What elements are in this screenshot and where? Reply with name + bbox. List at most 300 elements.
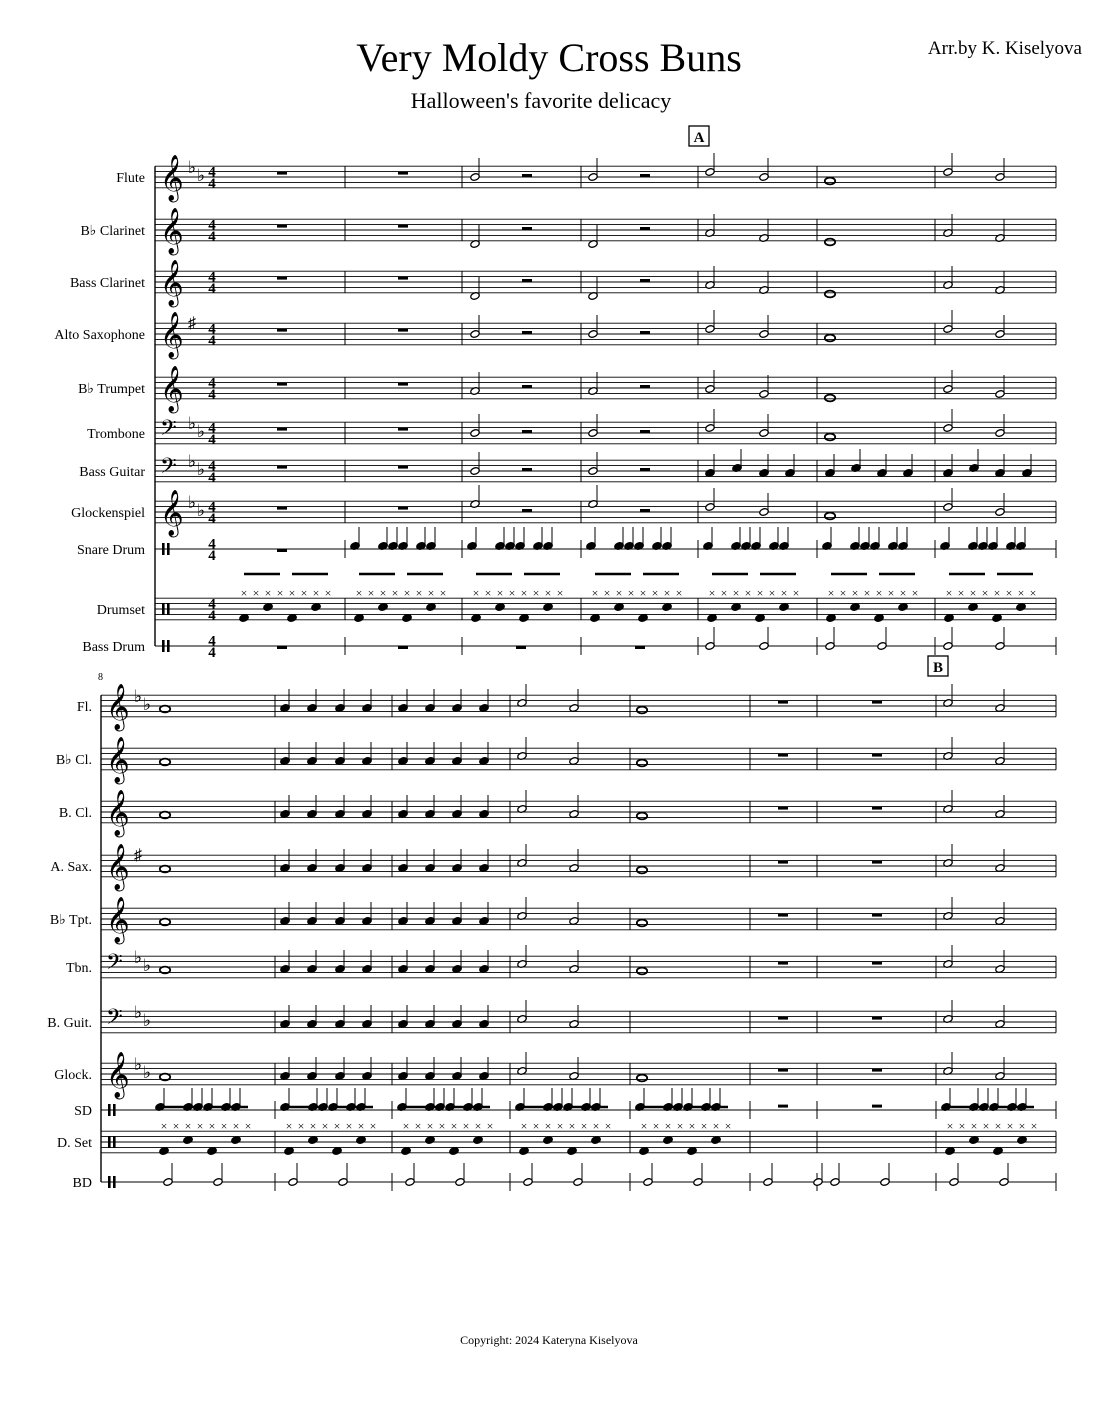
hihat-note-icon: × (484, 586, 492, 600)
time-signature-bottom: 4 (208, 333, 216, 349)
percussion-clef-icon (167, 603, 170, 615)
hihat-note-icon: × (970, 1119, 978, 1133)
quarter-note (945, 1147, 955, 1156)
hihat-note-icon: × (780, 586, 788, 600)
hihat-note-icon: × (544, 1119, 552, 1133)
flat-sign-icon: ♭ (188, 414, 197, 433)
quarter-note (687, 1147, 697, 1156)
instrument-label-10: Bass Drum (82, 640, 145, 655)
hihat-note-icon: × (946, 1119, 954, 1133)
whole-note (637, 968, 647, 975)
instrument-label-2: Bass Clarinet (69, 276, 145, 291)
percussion-clef-icon (113, 1176, 116, 1188)
time-signature-bottom: 4 (208, 176, 216, 192)
hihat-note-icon: × (1017, 586, 1025, 600)
hihat-note-icon: × (708, 586, 716, 600)
flat-sign-icon: ♭ (134, 948, 143, 967)
whole-rest-icon (398, 172, 408, 175)
hihat-note-icon: × (333, 1119, 341, 1133)
hihat-note-icon: × (627, 586, 635, 600)
flat-sign-icon: ♭ (143, 1011, 152, 1030)
hihat-note-icon: × (369, 1119, 377, 1133)
hihat-note-icon: × (300, 586, 308, 600)
flat-sign-icon: ♭ (143, 695, 152, 714)
treble-clef-icon: 𝄞 (106, 897, 130, 942)
rehearsal-label: A (693, 130, 705, 146)
copyright-notice: Copyright: 2024 Kateryna Kiselyova (460, 1333, 638, 1347)
whole-note (825, 178, 835, 185)
hihat-note-icon: × (675, 586, 683, 600)
quarter-note (449, 1147, 459, 1156)
hihat-note-icon: × (958, 1119, 966, 1133)
treble-clef-icon: 𝄞 (160, 312, 184, 357)
hihat-note-icon: × (969, 586, 977, 600)
score-subtitle: Halloween's favorite delicacy (410, 88, 672, 113)
hihat-note-icon: × (851, 586, 859, 600)
whole-rest-icon (398, 225, 408, 228)
instrument-label-10: BD (72, 1176, 92, 1191)
quarter-note (332, 1147, 342, 1156)
hihat-note-icon: × (1030, 1119, 1038, 1133)
percussion-clef-icon (162, 640, 165, 652)
quarter-note (826, 614, 836, 623)
quarter-note (992, 614, 1002, 623)
quarter-note (159, 1147, 169, 1156)
treble-clef-icon: 𝄞 (106, 790, 130, 835)
quarter-note (639, 1147, 649, 1156)
hihat-note-icon: × (556, 1119, 564, 1133)
whole-note (637, 920, 647, 927)
hihat-note-icon: × (345, 1119, 353, 1133)
hihat-note-icon: × (240, 586, 248, 600)
hihat-note-icon: × (324, 586, 332, 600)
hihat-note-icon: × (520, 586, 528, 600)
time-signature-top: 4 (208, 420, 216, 437)
half-rest-icon (522, 331, 532, 334)
treble-clef-icon: 𝄞 (106, 1052, 130, 1097)
time-signature-bottom: 4 (208, 548, 216, 564)
instrument-label-8: Snare Drum (76, 543, 145, 558)
time-signature-top: 4 (208, 458, 216, 475)
half-rest-icon (640, 468, 650, 471)
instrument-label-5: Trombone (87, 427, 145, 442)
treble-clef-icon: 𝄞 (160, 208, 184, 253)
time-signature-top: 4 (208, 536, 216, 553)
whole-rest-icon (398, 466, 408, 469)
whole-rest-icon (277, 428, 287, 431)
hihat-note-icon: × (640, 1119, 648, 1133)
time-signature-bottom: 4 (208, 387, 216, 403)
percussion-clef-icon (162, 543, 165, 555)
hihat-note-icon: × (993, 586, 1001, 600)
half-rest-icon (522, 227, 532, 230)
time-signature-top: 4 (208, 375, 216, 392)
treble-clef-icon: 𝄞 (160, 155, 184, 200)
instrument-label-3: A. Sax. (50, 860, 92, 875)
hihat-note-icon: × (875, 586, 883, 600)
flat-sign-icon: ♭ (134, 687, 143, 706)
hihat-note-icon: × (592, 1119, 600, 1133)
whole-rest-icon (872, 754, 882, 757)
hihat-note-icon: × (663, 586, 671, 600)
hihat-note-icon: × (1018, 1119, 1026, 1133)
hihat-note-icon: × (379, 586, 387, 600)
hihat-note-icon: × (863, 586, 871, 600)
hihat-note-icon: × (520, 1119, 528, 1133)
system-1 (54, 126, 1056, 661)
whole-rest-icon (778, 1105, 788, 1108)
flat-sign-icon: ♭ (188, 493, 197, 512)
percussion-clef-icon (113, 1136, 116, 1148)
percussion-clef-icon (162, 603, 165, 615)
flat-sign-icon: ♭ (143, 1063, 152, 1082)
half-rest-icon (640, 509, 650, 512)
hihat-note-icon: × (297, 1119, 305, 1133)
quarter-note (519, 1147, 529, 1156)
sharp-sign-icon: ♯ (134, 847, 142, 864)
flat-sign-icon: ♭ (188, 158, 197, 177)
hihat-note-icon: × (792, 586, 800, 600)
instrument-label-0: Flute (116, 171, 145, 186)
half-rest-icon (522, 174, 532, 177)
whole-rest-icon (872, 1069, 882, 1072)
flat-sign-icon: ♭ (134, 1003, 143, 1022)
time-signature-top: 4 (208, 217, 216, 234)
hihat-note-icon: × (160, 1119, 168, 1133)
time-signature-bottom: 4 (208, 511, 216, 527)
quarter-note (993, 1147, 1003, 1156)
whole-rest-icon (398, 428, 408, 431)
whole-rest-icon (398, 329, 408, 332)
whole-rest-icon (872, 962, 882, 965)
whole-rest-icon (778, 1069, 788, 1072)
quarter-note (401, 1147, 411, 1156)
hihat-note-icon: × (391, 586, 399, 600)
quarter-note (944, 614, 954, 623)
time-signature-bottom: 4 (208, 229, 216, 245)
whole-rest-icon (778, 861, 788, 864)
hihat-note-icon: × (367, 586, 375, 600)
hihat-note-icon: × (426, 1119, 434, 1133)
instrument-label-8: SD (74, 1104, 92, 1119)
hihat-note-icon: × (427, 586, 435, 600)
bass-clef-icon: 𝄢 (106, 950, 123, 979)
quarter-note (471, 614, 481, 623)
rehearsal-mark-a (689, 126, 709, 146)
hihat-note-icon: × (982, 1119, 990, 1133)
half-rest-icon (640, 430, 650, 433)
half-rest-icon (640, 331, 650, 334)
percussion-clef-icon (167, 543, 170, 555)
half-rest-icon (522, 509, 532, 512)
hihat-note-icon: × (732, 586, 740, 600)
hihat-note-icon: × (604, 1119, 612, 1133)
instrument-label-4: B♭ Trumpet (78, 382, 145, 397)
instrument-label-6: Bass Guitar (79, 465, 145, 480)
whole-rest-icon (872, 914, 882, 917)
quarter-note (590, 614, 600, 623)
rehearsal-mark-b (928, 656, 948, 676)
score-title: Very Moldy Cross Buns (356, 35, 742, 80)
time-signature-bottom: 4 (208, 281, 216, 297)
hihat-note-icon: × (1006, 1119, 1014, 1133)
hihat-note-icon: × (652, 1119, 660, 1133)
hihat-note-icon: × (508, 586, 516, 600)
whole-rest-icon (398, 507, 408, 510)
whole-rest-icon (872, 807, 882, 810)
hihat-note-icon: × (208, 1119, 216, 1133)
whole-rest-icon (277, 329, 287, 332)
treble-clef-icon: 𝄞 (160, 490, 184, 535)
whole-note (637, 707, 647, 714)
quarter-note (207, 1147, 217, 1156)
hihat-note-icon: × (196, 1119, 204, 1133)
quarter-note (519, 614, 529, 623)
half-rest-icon (522, 430, 532, 433)
whole-rest-icon (778, 914, 788, 917)
instrument-label-1: B♭ Clarinet (80, 224, 145, 239)
hihat-note-icon: × (688, 1119, 696, 1133)
hihat-note-icon: × (414, 1119, 422, 1133)
time-signature-top: 4 (208, 164, 216, 181)
flat-sign-icon: ♭ (188, 452, 197, 471)
whole-rest-icon (516, 646, 526, 649)
whole-rest-icon (778, 1017, 788, 1020)
whole-note (637, 813, 647, 820)
quarter-note (284, 1147, 294, 1156)
hihat-note-icon: × (664, 1119, 672, 1133)
whole-rest-icon (277, 383, 287, 386)
instrument-label-2: B. Cl. (58, 806, 92, 821)
whole-rest-icon (635, 646, 645, 649)
half-rest-icon (640, 227, 650, 230)
quarter-note (354, 614, 364, 623)
hihat-note-icon: × (724, 1119, 732, 1133)
time-signature-bottom: 4 (208, 645, 216, 661)
whole-rest-icon (778, 962, 788, 965)
time-signature-bottom: 4 (208, 470, 216, 486)
treble-clef-icon: 𝄞 (160, 260, 184, 305)
bass-clef-icon: 𝄢 (160, 416, 177, 445)
half-rest-icon (522, 385, 532, 388)
hihat-note-icon: × (220, 1119, 228, 1133)
instrument-label-3: Alto Saxophone (54, 328, 145, 343)
instrument-label-9: D. Set (57, 1136, 92, 1151)
instrument-label-4: B♭ Tpt. (49, 913, 92, 928)
whole-rest-icon (778, 701, 788, 704)
time-signature-top: 4 (208, 321, 216, 338)
hihat-note-icon: × (321, 1119, 329, 1133)
time-signature-top: 4 (208, 596, 216, 613)
whole-rest-icon (277, 466, 287, 469)
hihat-note-icon: × (244, 1119, 252, 1133)
hihat-note-icon: × (285, 1119, 293, 1133)
hihat-note-icon: × (438, 1119, 446, 1133)
time-signature-top: 4 (208, 633, 216, 650)
hihat-note-icon: × (532, 586, 540, 600)
treble-clef-icon: 𝄞 (160, 366, 184, 411)
hihat-note-icon: × (474, 1119, 482, 1133)
flat-sign-icon: ♭ (134, 1055, 143, 1074)
percussion-clef-icon (167, 640, 170, 652)
arranger-credit: Arr.by K. Kiselyova (927, 38, 1082, 59)
hihat-note-icon: × (1029, 586, 1037, 600)
whole-rest-icon (277, 225, 287, 228)
hihat-note-icon: × (568, 1119, 576, 1133)
hihat-note-icon: × (439, 586, 447, 600)
whole-rest-icon (872, 1105, 882, 1108)
hihat-note-icon: × (415, 586, 423, 600)
quarter-note (755, 614, 765, 623)
whole-note (637, 760, 647, 767)
hihat-note-icon: × (252, 586, 260, 600)
hihat-note-icon: × (402, 1119, 410, 1133)
whole-rest-icon (398, 383, 408, 386)
instrument-label-7: Glockenspiel (71, 506, 145, 521)
whole-rest-icon (872, 861, 882, 864)
time-signature-bottom: 4 (208, 432, 216, 448)
half-rest-icon (640, 279, 650, 282)
measure-number: 8 (98, 672, 103, 683)
hihat-note-icon: × (720, 586, 728, 600)
hihat-note-icon: × (827, 586, 835, 600)
hihat-note-icon: × (676, 1119, 684, 1133)
flat-sign-icon: ♭ (197, 501, 206, 520)
whole-note (825, 513, 835, 520)
whole-rest-icon (778, 754, 788, 757)
half-rest-icon (640, 174, 650, 177)
hihat-note-icon: × (591, 586, 599, 600)
whole-note (825, 395, 835, 402)
hihat-note-icon: × (172, 1119, 180, 1133)
quarter-note (239, 614, 249, 623)
hihat-note-icon: × (232, 1119, 240, 1133)
whole-rest-icon (872, 1017, 882, 1020)
instrument-label-6: B. Guit. (47, 1016, 92, 1031)
hihat-note-icon: × (276, 586, 284, 600)
hihat-note-icon: × (496, 586, 504, 600)
hihat-note-icon: × (899, 586, 907, 600)
hihat-note-icon: × (1005, 586, 1013, 600)
quarter-note (567, 1147, 577, 1156)
half-rest-icon (522, 279, 532, 282)
hihat-note-icon: × (744, 586, 752, 600)
whole-rest-icon (277, 507, 287, 510)
hihat-note-icon: × (887, 586, 895, 600)
hihat-note-icon: × (994, 1119, 1002, 1133)
flat-sign-icon: ♭ (197, 422, 206, 441)
half-rest-icon (640, 385, 650, 388)
instrument-label-5: Tbn. (65, 961, 92, 976)
percussion-clef-icon (108, 1176, 111, 1188)
whole-note (637, 867, 647, 874)
hihat-note-icon: × (700, 1119, 708, 1133)
hihat-note-icon: × (462, 1119, 470, 1133)
instrument-label-7: Glock. (54, 1068, 92, 1083)
hihat-note-icon: × (264, 586, 272, 600)
treble-clef-icon: 𝄞 (106, 844, 130, 889)
time-signature-top: 4 (208, 499, 216, 516)
whole-note (825, 434, 835, 441)
quarter-note (402, 614, 412, 623)
whole-rest-icon (277, 277, 287, 280)
hihat-note-icon: × (651, 586, 659, 600)
hihat-note-icon: × (580, 1119, 588, 1133)
hihat-note-icon: × (357, 1119, 365, 1133)
whole-rest-icon (277, 172, 287, 175)
hihat-note-icon: × (355, 586, 363, 600)
whole-note (825, 239, 835, 246)
percussion-clef-icon (113, 1104, 116, 1116)
hihat-note-icon: × (839, 586, 847, 600)
whole-rest-icon (872, 701, 882, 704)
percussion-clef-icon (108, 1104, 111, 1116)
time-signature-top: 4 (208, 269, 216, 286)
whole-note (637, 1075, 647, 1082)
hihat-note-icon: × (403, 586, 411, 600)
instrument-label-0: Fl. (76, 700, 92, 715)
hihat-note-icon: × (450, 1119, 458, 1133)
system-2 (47, 656, 1056, 1191)
hihat-note-icon: × (309, 1119, 317, 1133)
time-signature-bottom: 4 (208, 608, 216, 624)
hihat-note-icon: × (532, 1119, 540, 1133)
hihat-note-icon: × (615, 586, 623, 600)
hihat-note-icon: × (712, 1119, 720, 1133)
hihat-note-icon: × (472, 586, 480, 600)
quarter-note (874, 614, 884, 623)
half-rest-icon (522, 468, 532, 471)
instrument-label-1: B♭ Cl. (55, 753, 92, 768)
rehearsal-label: B (932, 660, 944, 676)
bass-clef-icon: 𝄢 (160, 454, 177, 483)
hihat-note-icon: × (981, 586, 989, 600)
hihat-note-icon: × (945, 586, 953, 600)
sharp-sign-icon: ♯ (188, 315, 196, 332)
hihat-note-icon: × (639, 586, 647, 600)
hihat-note-icon: × (768, 586, 776, 600)
whole-rest-icon (277, 646, 287, 649)
whole-rest-icon (277, 549, 287, 552)
percussion-clef-icon (108, 1136, 111, 1148)
whole-rest-icon (778, 807, 788, 810)
hihat-note-icon: × (486, 1119, 494, 1133)
hihat-note-icon: × (756, 586, 764, 600)
whole-note (825, 335, 835, 342)
quarter-note (638, 614, 648, 623)
whole-rest-icon (398, 277, 408, 280)
flat-sign-icon: ♭ (197, 460, 206, 479)
instrument-label-9: Drumset (96, 603, 145, 618)
quarter-note (287, 614, 297, 623)
flat-sign-icon: ♭ (197, 166, 206, 185)
hihat-note-icon: × (312, 586, 320, 600)
hihat-note-icon: × (957, 586, 965, 600)
hihat-note-icon: × (603, 586, 611, 600)
whole-note (825, 291, 835, 298)
quarter-note (707, 614, 717, 623)
bass-clef-icon: 𝄢 (106, 1005, 123, 1034)
treble-clef-icon: 𝄞 (106, 737, 130, 782)
hihat-note-icon: × (184, 1119, 192, 1133)
hihat-note-icon: × (911, 586, 919, 600)
hihat-note-icon: × (544, 586, 552, 600)
hihat-note-icon: × (556, 586, 564, 600)
hihat-note-icon: × (288, 586, 296, 600)
treble-clef-icon: 𝄞 (106, 684, 130, 729)
whole-rest-icon (398, 646, 408, 649)
flat-sign-icon: ♭ (143, 956, 152, 975)
